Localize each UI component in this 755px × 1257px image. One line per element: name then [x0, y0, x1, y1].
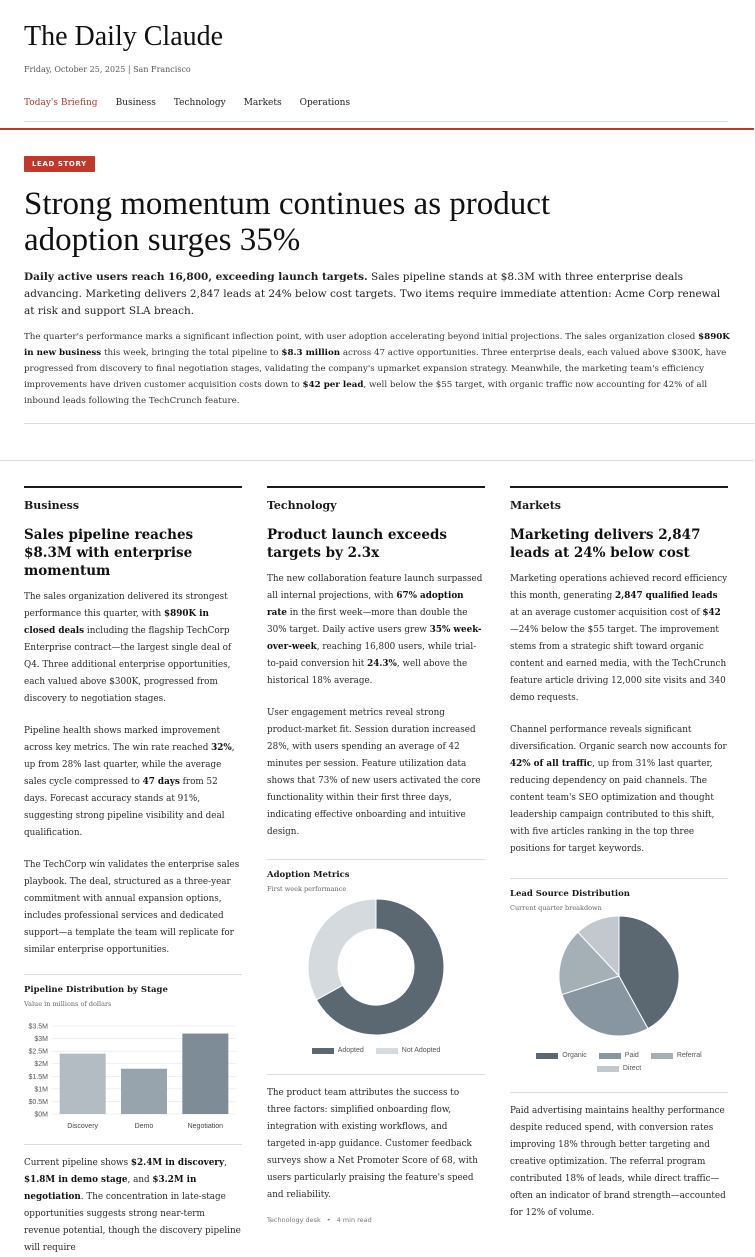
highlight: 42% of all traffic: [510, 759, 593, 769]
legend-label: Organic: [562, 1052, 587, 1059]
masthead-rule: [0, 128, 754, 130]
lead-source-legend: [510, 1052, 728, 1078]
section-label-markets: Markets: [510, 499, 561, 512]
text: Channel performance reveals significant diversification. Organic search now accounts for: [510, 725, 727, 752]
highlight: $1.8M in demo stage: [24, 1175, 128, 1185]
highlight: 67% adoption rate: [267, 591, 464, 618]
adoption-chart-block: [267, 859, 485, 1060]
technology-column: [267, 486, 485, 1224]
x-tick-label: Negotiation: [187, 1123, 224, 1130]
dateline: Friday, October 25, 2025 | San Francisco: [24, 65, 191, 74]
legend-item: [597, 1065, 641, 1072]
y-tick-label: $2M: [34, 1061, 48, 1069]
column-rule: [510, 486, 728, 488]
markets-paragraph-1: [510, 571, 728, 707]
text: The new collaboration feature launch surpassed all internal projections, with: [267, 574, 483, 601]
text: , up from 28% last quarter, while the average sales cycle compressed to: [24, 743, 235, 787]
slice-not-adopted: [308, 899, 376, 1000]
column-rule: [267, 486, 485, 488]
highlight: 24.3%: [367, 659, 397, 669]
lead-body-highlight: $890K in new business: [24, 332, 730, 358]
business-column: [24, 486, 242, 1257]
dek-bold: Daily active users reach 16,800, exceeding launch targets.: [24, 271, 368, 283]
highlight: 35% week-over-week: [267, 625, 482, 652]
text: including the flagship TechCorp Enterprise contract—the largest single deal of Q4. Three additional enterprise opportunities, each valued above $300K, progressed from discovery to negotiation stages.: [24, 626, 232, 704]
adoption-chart-subtitle: First week performance: [267, 885, 347, 893]
technology-paragraph-1: [267, 571, 485, 690]
legend-swatch: [536, 1053, 558, 1059]
highlight: 2,847 qualified leads: [615, 591, 718, 601]
highlight: $42: [702, 608, 721, 618]
bar-discovery: [60, 1054, 106, 1114]
nav-technology[interactable]: Technology: [173, 98, 226, 108]
text: , well above the historical 18% average.: [267, 659, 468, 686]
text: in the first week—more than double the 30% target. Daily active users grew: [267, 608, 468, 635]
nav-operations[interactable]: Operations: [299, 98, 351, 108]
lead-dek: [24, 269, 730, 320]
legend-label: Referral: [676, 1052, 702, 1059]
legend-item: [599, 1052, 639, 1059]
section-divider: [0, 460, 754, 461]
lead-story-badge: LEAD STORY: [24, 156, 95, 172]
lead-body-highlight: $8.3 million: [281, 348, 341, 358]
highlight: $3.2M in negotiation: [24, 1175, 197, 1202]
business-paragraph-2: [24, 723, 242, 842]
technology-headline: Product launch exceeds targets by 2.3x: [267, 527, 447, 561]
business-paragraph-4: [24, 1155, 242, 1257]
text: The sales organization delivered its strongest performance this quarter, with: [24, 592, 228, 619]
legend-label: Adopted: [337, 1047, 364, 1054]
text: at an average customer acquisition cost of: [510, 608, 703, 618]
legend-swatch: [651, 1053, 673, 1059]
lead-body-text: across 47 active opportunities. Three enterprise deals, each valued above $300K, have progressed from discovery to final negotiation stages, validating the company's upmarket expansion strategy. Meanwhile, the marketing team's efficiency improvements have driven customer acquisition costs down to: [24, 348, 727, 390]
legend-swatch: [376, 1048, 398, 1054]
y-tick-label: $1M: [34, 1086, 48, 1094]
x-tick-label: Discovery: [67, 1123, 99, 1130]
lead-source-pie-chart: [510, 918, 728, 1052]
pipeline-chart-title: Pipeline Distribution by Stage: [24, 985, 168, 995]
pipeline-chart-subtitle: Value in millions of dollars: [24, 1000, 112, 1008]
text: . The concentration in late-stage opportunities suggests strong near-term revenue potential, though the discovery pipeline will require: [24, 1192, 241, 1253]
y-tick-label: $0.5M: [28, 1098, 48, 1106]
lead-source-chart-block: [510, 878, 728, 1078]
business-paragraph-1: [24, 589, 242, 708]
lead-body: [24, 329, 731, 409]
pipeline-chart-block: [24, 974, 242, 1134]
article-meta: [267, 1216, 485, 1224]
y-tick-label: $0M: [34, 1111, 48, 1119]
chart-divider: [24, 1144, 242, 1145]
pipeline-bar-chart: [24, 1016, 242, 1134]
legend-item: [536, 1052, 587, 1059]
y-tick-label: $1.5M: [28, 1073, 48, 1081]
nav-business[interactable]: Business: [115, 98, 156, 108]
text: , and: [127, 1175, 153, 1185]
markets-headline: Marketing delivers 2,847 leads at 24% below cost: [510, 527, 701, 561]
text: Marketing operations achieved record efficiency this month, generating: [510, 574, 728, 601]
markets-column: [510, 486, 728, 1222]
business-headline: Sales pipeline reaches $8.3M with enterprise momentum: [24, 527, 194, 579]
chart-divider: [510, 1092, 728, 1093]
legend-item: [376, 1047, 441, 1054]
lead-body-highlight: $42 per lead: [302, 380, 364, 390]
x-tick-label: Demo: [134, 1123, 154, 1130]
markets-paragraph-2: [510, 722, 728, 858]
masthead: [24, 20, 731, 74]
section-label-business: Business: [24, 499, 80, 512]
nav-markets[interactable]: Markets: [243, 98, 282, 108]
lead-source-chart-subtitle: Current quarter breakdown: [510, 904, 602, 912]
adoption-legend: [267, 1047, 485, 1060]
highlight: 32%: [211, 743, 232, 753]
text: , reaching 16,800 users, while trial-to-paid conversion hit: [267, 642, 477, 669]
bar-negotiation: [182, 1034, 228, 1114]
y-tick-label: $3M: [34, 1036, 48, 1044]
adoption-chart-title: Adoption Metrics: [267, 870, 350, 880]
desk-label: Technology desk: [267, 1216, 321, 1224]
legend-swatch: [599, 1053, 621, 1059]
legend-label: Direct: [622, 1065, 642, 1072]
separator-dot: •: [326, 1216, 331, 1224]
adoption-donut-chart: [267, 897, 485, 1047]
read-time: 4 min read: [336, 1216, 372, 1224]
highlight: $890K in closed deals: [24, 609, 209, 636]
publication-title: The Daily Claude: [24, 21, 224, 52]
markets-paragraph-3: Paid advertising maintains healthy performance despite reduced spend, with conversion rates improving 18% through better targeting and creative optimization. The referral program contributed 18% of leads, while direct traffic—often an indicator of brand strength—accounted for 12% of volume.: [510, 1106, 726, 1218]
lead-source-chart-title: Lead Source Distribution: [510, 889, 630, 899]
legend-label: Paid: [624, 1052, 639, 1059]
lead-body-text: The quarter's performance marks a significant inflection point, with user adoption accelerating beyond initial projections. The sales organization closed: [24, 332, 699, 342]
technology-paragraph-2: User engagement metrics reveal strong product-market fit. Session duration increased 28%, with users spending an average of 42 minutes per session. Feature utilization data shows that 73% of new users activated the core functionality within their first three days, indicating effective onboarding and intuitive design.: [267, 708, 481, 837]
business-paragraph-3: The TechCorp win validates the enterprise sales playbook. The deal, structured as a three-year commitment with annual expansion options, includes professional services and dedicated support—a template the team will replicate for similar enterprise opportunities.: [24, 860, 240, 955]
nav-todays-briefing[interactable]: Today's Briefing: [24, 98, 98, 108]
technology-paragraph-3: The product team attributes the success to three factors: simplified onboarding flow, integration with existing workflows, and targeted in-app guidance. Customer feedback surveys show a Net Promoter Score of 68, with users particularly praising the feature's speed and reliability.: [267, 1088, 478, 1200]
lead-body-text: this week, bringing the total pipeline to: [101, 348, 282, 358]
lead-divider: [24, 423, 755, 424]
y-tick-label: $2.5M: [28, 1048, 48, 1056]
chart-divider: [267, 1074, 485, 1075]
section-label-technology: Technology: [267, 499, 337, 512]
legend-label: Not Adopted: [401, 1047, 441, 1054]
dek-text: Sales pipeline stands at $8.3M with three enterprise deals advancing. Marketing delivers 2,847 leads at 24% below cost targets. Two items require immediate attention: Acme Corp renewal at risk and support SLA breach.: [24, 271, 721, 317]
legend-swatch: [312, 1048, 334, 1054]
legend-swatch: [597, 1066, 619, 1072]
highlight: 47 days: [142, 777, 180, 787]
text: —24% below the $55 target. The improvement stems from a strategic shift toward organic content and earned media, with the TechCrunch feature article driving 12,000 site visits and 340 demo requests.: [510, 625, 727, 703]
lead-body-text: , well below the $55 target, with organic traffic now accounting for 42% of all inbound leads following the TechCrunch feature.: [24, 380, 708, 406]
text: , up from 31% last quarter, reducing dependency on paid channels. The content team's SEO optimization and thought leadership campaign contributed to this shift, with five articles ranking in the top three positions for target keywords.: [510, 759, 715, 854]
bar-demo: [121, 1069, 167, 1114]
text: ,: [224, 1158, 227, 1168]
column-rule: [24, 486, 242, 488]
lead-headline: Strong momentum continues as product adoption surges 35%: [24, 186, 551, 258]
y-tick-label: $3.5M: [28, 1023, 48, 1031]
section-nav: [24, 96, 728, 122]
text: Current pipeline shows: [24, 1158, 131, 1168]
highlight: $2.4M in discovery: [130, 1158, 225, 1168]
text: from 52 days. Forecast accuracy stands at 91%, suggesting strong pipeline visibility and deal qualification.: [24, 777, 225, 838]
legend-item: [312, 1047, 364, 1054]
text: Pipeline health shows marked improvement across key metrics. The win rate reached: [24, 726, 221, 753]
legend-item: [651, 1052, 702, 1059]
